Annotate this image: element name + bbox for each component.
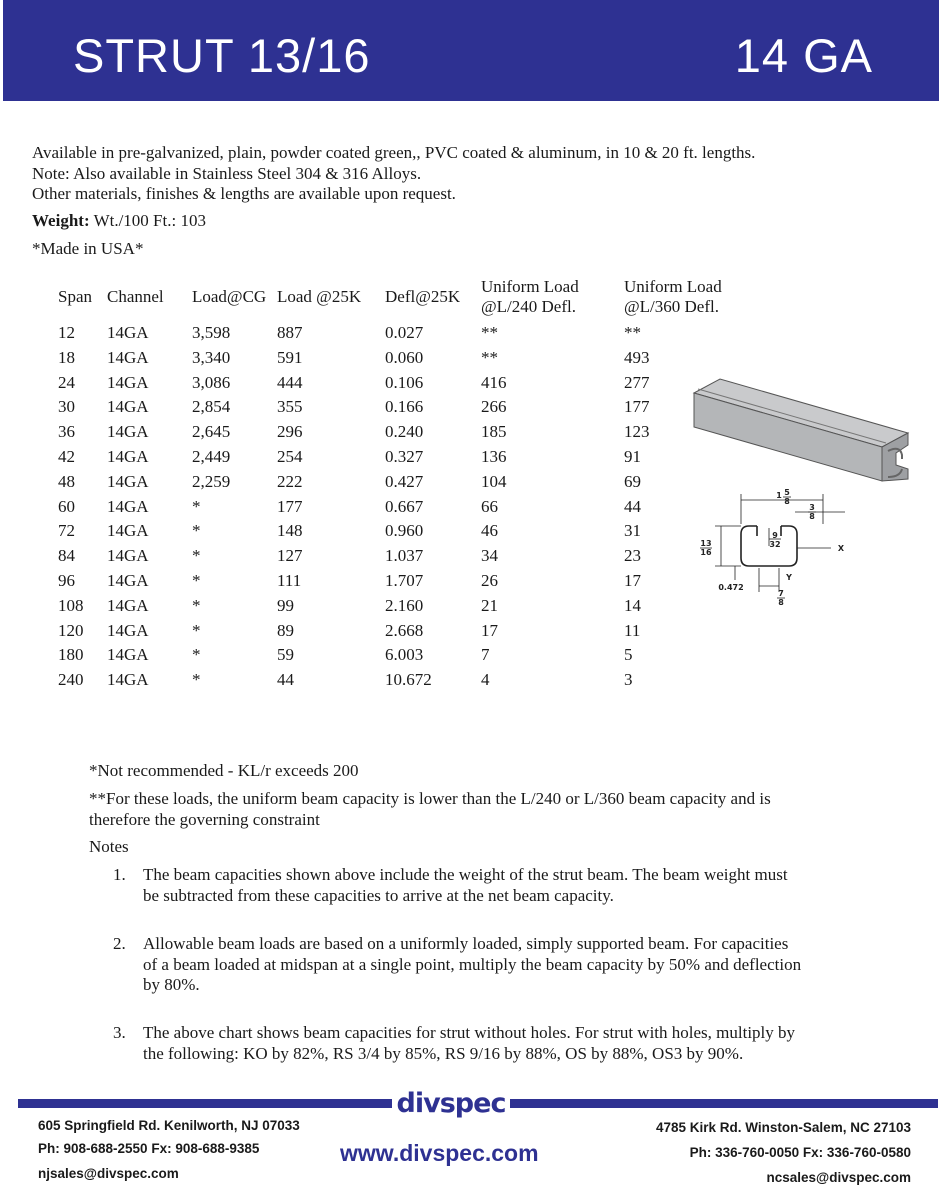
channel-cell: 14GA [107,571,149,590]
channel-cell: 14GA [107,496,149,516]
channel-cell: 14GA [107,372,149,392]
dim-lip-denominator: 8 [809,512,815,521]
col-header-defl: Defl@25K [385,287,461,306]
load-25k-cell: 296 [277,422,303,442]
load-25k-cell: 254 [277,447,303,466]
uniform-360-cell: 17 [624,571,641,590]
note-line: by 80%. [143,975,200,994]
weight-value: Wt./100 Ft.: 103 [93,211,206,230]
load-cg-cell: * [192,670,201,690]
uniform-240-cell: 185 [481,422,507,442]
span-cell: 108 [58,595,84,615]
col-header-uniform-240-line2: @L/240 Defl. [481,297,576,316]
website-link[interactable]: www.divspec.com [340,1140,539,1166]
axis-y-label: Y [786,573,792,582]
defl-cell: 0.166 [385,397,424,417]
note-number: 2. [113,934,126,953]
dim-centroid: 0.472 [718,583,744,592]
span-cell: 48 [58,471,75,491]
load-25k-cell: 887 [277,323,303,342]
dim-width-numerator: 5 [784,488,790,497]
channel-cell: 14GA [107,347,149,367]
dim-bottom-numerator: 7 [778,589,784,598]
defl-cell: 0.060 [385,347,424,367]
defl-cell: 1.037 [385,546,424,566]
span-cell: 96 [58,571,75,590]
col-header-uniform-360-line1: Uniform Load [624,277,722,296]
note-line: be subtracted from these capacities to arrive at the net beam capacity. [143,885,614,905]
cross-section-dimensions [695,488,865,608]
load-25k-cell: 59 [277,645,294,665]
load-cg-cell: 2,449 [192,447,231,466]
load-cg-cell: 2,645 [192,422,231,442]
uniform-240-cell: 26 [481,571,498,590]
col-header-uniform-360-line2: @L/360 Defl. [624,297,719,316]
dim-width-whole: 1 [776,491,782,500]
load-cg-cell: 3,340 [192,347,231,367]
left-email[interactable]: njsales@divspec.com [38,1166,179,1181]
note-number: 3. [113,1023,126,1042]
load-cg-cell: 2,259 [192,471,231,491]
channel-cell: 14GA [107,323,149,342]
defl-cell: 2.668 [385,620,424,640]
channel-cell: 14GA [107,645,149,665]
dim-bottom-denominator: 8 [778,598,784,607]
load-cg-cell: * [192,645,201,665]
note-text [143,934,858,996]
note-line: The above chart shows beam capacities for strut without holes. For strut with holes, multiply by [143,1023,796,1042]
defl-cell: 0.960 [385,521,424,541]
load-25k-cell: 355 [277,397,303,417]
uniform-240-cell: ** [481,347,498,367]
channel-cell: 14GA [107,595,149,615]
uniform-360-cell: 123 [624,422,650,442]
dim-height-numerator: 13 [700,539,712,548]
defl-cell: 0.240 [385,422,424,442]
dim-width-denominator: 8 [784,497,790,506]
col-header-channel: Channel [107,287,164,306]
uniform-360-cell: 493 [624,347,650,367]
uniform-240-cell: 17 [481,620,498,640]
right-address: 4785 Kirk Rd. Winston-Salem, NC 27103 [656,1120,911,1135]
defl-cell: 0.327 [385,447,424,466]
channel-cell: 14GA [107,422,149,442]
load-cg-cell: 2,854 [192,397,231,417]
uniform-240-cell: 66 [481,496,498,516]
uniform-240-cell: 21 [481,595,498,615]
channel-cell: 14GA [107,397,149,417]
load-25k-cell: 99 [277,595,294,615]
load-25k-cell: 444 [277,372,303,392]
note-line: Allowable beam loads are based on a uniformly loaded, simply supported beam. For capacities [143,934,789,953]
load-25k-cell: 127 [277,546,303,566]
note-text [143,1023,858,1064]
uniform-360-cell: 44 [624,496,641,516]
channel-cell: 14GA [107,620,149,640]
span-cell: 72 [58,521,75,541]
uniform-360-cell: 177 [624,397,650,417]
weight-label: Weight: [32,211,90,230]
uniform-240-cell: 7 [481,645,490,665]
uniform-240-cell: 416 [481,372,507,392]
uniform-240-cell: 136 [481,447,507,466]
gauge-label: 14 GA [734,29,873,82]
defl-cell: 0.106 [385,372,424,392]
uniform-360-cell: 11 [624,620,641,640]
defl-cell: 1.707 [385,571,424,590]
page-header [3,0,939,101]
col-header-uniform-360 [624,277,722,317]
col-header-load-cg: Load@CG [192,287,267,306]
span-cell: 240 [58,670,84,690]
uniform-360-cell: 23 [624,546,641,566]
notes-heading: Notes [89,837,129,856]
dim-slot-numerator: 9 [772,531,778,540]
load-25k-cell: 44 [277,670,294,690]
divspec-logo [392,1089,510,1119]
uniform-240-cell: ** [481,323,498,342]
channel-cell: 14GA [107,447,149,466]
uniform-240-cell: 34 [481,546,498,566]
channel-cell: 14GA [107,670,149,690]
col-header-uniform-240-line1: Uniform Load [481,277,579,296]
uniform-360-cell: 3 [624,670,633,690]
note-line: The beam capacities shown above include the weight of the strut beam. The beam weight must [143,865,788,884]
dim-slot-denominator: 32 [769,540,781,549]
load-25k-cell: 177 [277,496,303,516]
load-cg-cell: * [192,496,201,516]
load-25k-cell: 222 [277,471,303,491]
uniform-360-cell: 91 [624,447,641,466]
col-header-uniform-240 [481,277,579,317]
right-email[interactable]: ncsales@divspec.com [766,1170,911,1185]
col-header-span: Span [58,287,92,306]
load-cg-cell: 3,598 [192,323,231,342]
product-title: STRUT 13/16 [73,29,371,82]
footnote-governing-constraint [89,789,849,830]
defl-cell: 6.003 [385,645,424,665]
uniform-360-cell: 14 [624,595,641,615]
span-cell: 24 [58,372,75,392]
footnote-line: **For these loads, the uniform beam capacity is lower than the L/240 or L/360 beam capacity and is [89,789,771,808]
load-cg-cell: * [192,595,201,615]
defl-cell: 0.667 [385,496,424,516]
defl-cell: 0.427 [385,471,424,491]
load-cg-cell: * [192,620,201,640]
span-cell: 36 [58,422,75,442]
dim-lip-numerator: 3 [809,503,815,512]
intro-line: Note: Also available in Stainless Steel 304 & 316 Alloys. [32,163,422,183]
span-cell: 60 [58,496,75,516]
load-cg-cell: * [192,571,201,590]
footnote-not-recommended: *Not recommended - KL/r exceeds 200 [89,761,359,780]
intro-line: Other materials, finishes & lengths are available upon request. [32,184,456,203]
intro-text [32,143,912,205]
strut-channel-illustration [690,375,920,495]
footnote-line: therefore the governing constraint [89,809,320,829]
span-cell: 84 [58,546,75,566]
uniform-240-cell: 104 [481,471,507,491]
logo-text: divspec [396,1088,506,1119]
span-cell: 30 [58,397,75,417]
uniform-240-cell: 4 [481,670,490,690]
span-cell: 12 [58,323,75,342]
intro-line: Available in pre-galvanized, plain, powder coated green,, PVC coated & aluminum, in 10 & 20 ft. lengths. [32,143,756,162]
made-in-usa: *Made in USA* [32,239,144,258]
uniform-360-cell: ** [624,323,641,342]
left-phone: Ph: 908-688-2550 Fx: 908-688-9385 [38,1141,260,1156]
channel-cell: 14GA [107,471,149,491]
channel-cell: 14GA [107,521,149,541]
uniform-240-cell: 46 [481,521,498,541]
load-cg-cell: * [192,521,201,541]
defl-cell: 0.027 [385,323,424,342]
right-phone: Ph: 336-760-0050 Fx: 336-760-0580 [689,1145,911,1160]
load-25k-cell: 111 [277,571,302,590]
load-cg-cell: 3,086 [192,372,231,392]
span-cell: 120 [58,620,84,640]
load-25k-cell: 591 [277,347,303,367]
uniform-360-cell: 69 [624,471,641,491]
uniform-360-cell: 5 [624,645,633,665]
col-header-load-25k: Load @25K [277,287,362,306]
span-cell: 180 [58,645,84,665]
axis-x-label: X [837,544,845,553]
channel-cell: 14GA [107,546,149,566]
weight-line [32,211,206,231]
span-cell: 42 [58,447,75,466]
defl-cell: 2.160 [385,595,424,615]
uniform-360-cell: 277 [624,372,650,392]
uniform-360-cell: 31 [624,521,641,541]
note-text [143,865,858,906]
load-25k-cell: 148 [277,521,303,541]
note-number: 1. [113,865,126,884]
left-address: 605 Springfield Rd. Kenilworth, NJ 07033 [38,1118,300,1133]
uniform-240-cell: 266 [481,397,507,417]
defl-cell: 10.672 [385,670,432,690]
load-25k-cell: 89 [277,620,294,640]
dim-height-denominator: 16 [700,548,712,557]
note-line: of a beam loaded at midspan at a single point, multiply the beam capacity by 50% and deflection [143,954,802,974]
span-cell: 18 [58,347,75,367]
note-line: the following: KO by 82%, RS 3/4 by 85%, RS 9/16 by 88%, OS by 88%, OS3 by 90%. [143,1043,744,1063]
load-cg-cell: * [192,546,201,566]
